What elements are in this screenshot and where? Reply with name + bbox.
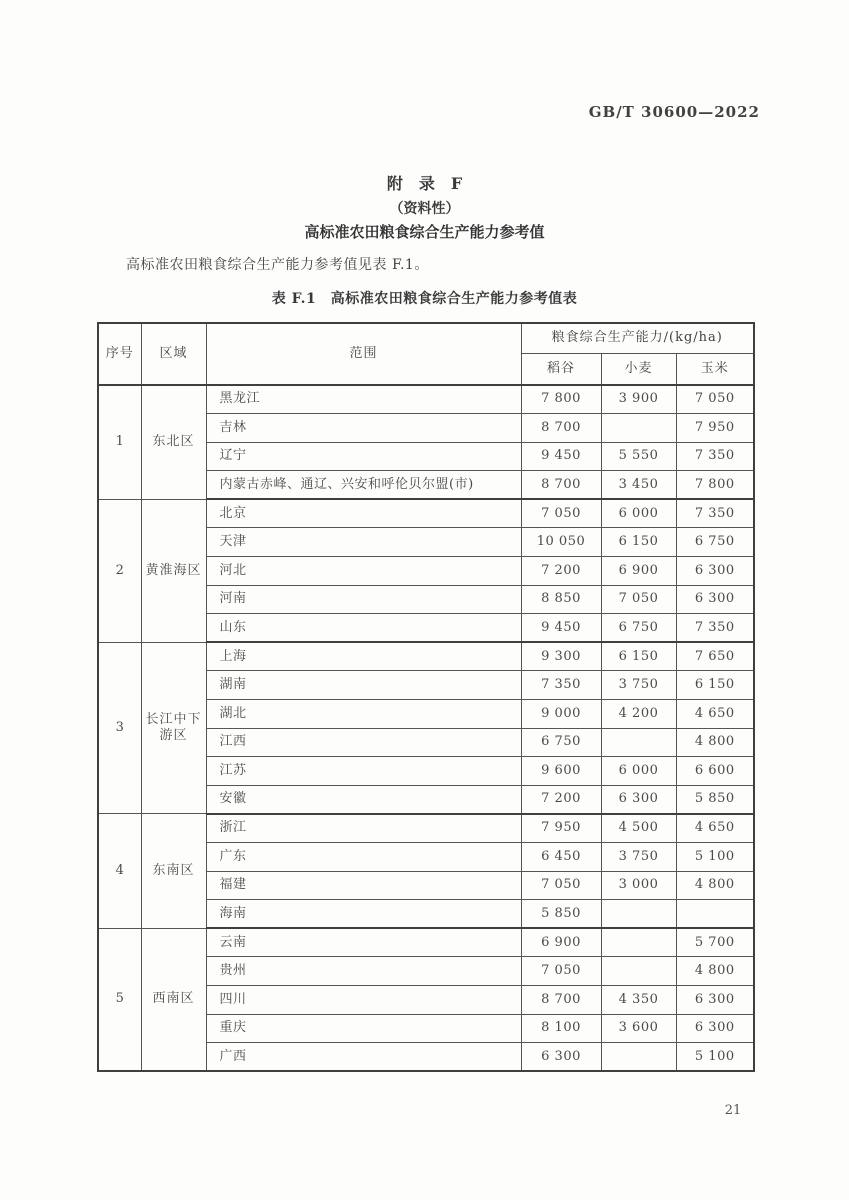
table-row [98, 499, 754, 528]
scope-cell: 河南 [206, 585, 521, 614]
corn-value-cell: 7 650 [676, 642, 754, 671]
wheat-value-cell: 6 150 [601, 642, 676, 671]
table-header [98, 323, 754, 385]
wheat-value-cell: 6 000 [601, 499, 676, 528]
corn-value-cell: 6 150 [676, 671, 754, 700]
wheat-value-cell: 3 900 [601, 385, 676, 414]
corn-value-cell: 6 750 [676, 528, 754, 557]
scope-cell: 天津 [206, 528, 521, 557]
appendix-type-label: （资料性） [389, 201, 460, 217]
rice-value-cell: 7 050 [521, 499, 601, 528]
corn-value-cell: 4 800 [676, 957, 754, 986]
col-header-scope: 范围 [206, 323, 521, 385]
corn-value-cell: 4 800 [676, 871, 754, 900]
corn-value-cell: 5 700 [676, 928, 754, 957]
section-index: 4 [98, 814, 141, 928]
wheat-value-cell [601, 928, 676, 957]
corn-value-cell: 5 850 [676, 785, 754, 814]
col-header-index: 序号 [98, 323, 141, 385]
scope-cell: 黑龙江 [206, 385, 521, 414]
wheat-value-cell [601, 1043, 676, 1072]
table-body [98, 385, 754, 1071]
corn-value-cell: 7 350 [676, 442, 754, 471]
rice-value-cell: 7 200 [521, 557, 601, 586]
wheat-value-cell: 3 600 [601, 1014, 676, 1043]
rice-value-cell: 9 000 [521, 700, 601, 729]
corn-value-cell [676, 900, 754, 929]
rice-value-cell: 7 050 [521, 871, 601, 900]
rice-value-cell: 8 100 [521, 1014, 601, 1043]
rice-value-cell: 8 700 [521, 985, 601, 1014]
col-header-rice: 稻谷 [521, 353, 601, 385]
wheat-value-cell: 3 750 [601, 843, 676, 872]
corn-value-cell: 7 950 [676, 414, 754, 443]
corn-value-cell: 7 800 [676, 471, 754, 500]
section-index: 3 [98, 642, 141, 814]
rice-value-cell: 8 850 [521, 585, 601, 614]
corn-value-cell: 4 650 [676, 700, 754, 729]
wheat-value-cell: 6 000 [601, 757, 676, 786]
rice-value-cell: 9 300 [521, 642, 601, 671]
corn-value-cell: 4 650 [676, 814, 754, 843]
scope-cell: 上海 [206, 642, 521, 671]
rice-value-cell: 7 800 [521, 385, 601, 414]
wheat-value-cell: 4 350 [601, 985, 676, 1014]
corn-value-cell: 7 350 [676, 614, 754, 643]
scope-cell: 吉林 [206, 414, 521, 443]
col-header-wheat: 小麦 [601, 353, 676, 385]
section-index: 5 [98, 928, 141, 1071]
table-caption: 表 F.1 高标准农田粮食综合生产能力参考值表 [271, 291, 578, 307]
wheat-value-cell: 4 500 [601, 814, 676, 843]
scope-cell: 福建 [206, 871, 521, 900]
scope-cell: 山东 [206, 614, 521, 643]
corn-value-cell: 5 100 [676, 1043, 754, 1072]
scope-cell: 江西 [206, 728, 521, 757]
table-row [98, 385, 754, 414]
rice-value-cell: 6 750 [521, 728, 601, 757]
rice-value-cell: 6 450 [521, 843, 601, 872]
table-header-row [98, 323, 754, 353]
corn-value-cell: 6 300 [676, 585, 754, 614]
scope-cell: 辽宁 [206, 442, 521, 471]
section-index: 2 [98, 499, 141, 642]
wheat-value-cell: 3 000 [601, 871, 676, 900]
scope-cell: 湖北 [206, 700, 521, 729]
appendix-subject-title: 高标准农田粮食综合生产能力参考值 [304, 223, 545, 241]
table-row [98, 642, 754, 671]
appendix-title: 附 录 F [386, 174, 463, 193]
scope-cell: 内蒙古赤峰、通辽、兴安和呼伦贝尔盟(市) [206, 471, 521, 500]
intro-paragraph: 高标准农田粮食综合生产能力参考值见表 F.1。 [126, 257, 429, 273]
corn-value-cell: 6 300 [676, 1014, 754, 1043]
rice-value-cell: 9 450 [521, 614, 601, 643]
wheat-value-cell: 6 150 [601, 528, 676, 557]
col-header-corn: 玉米 [676, 353, 754, 385]
wheat-value-cell [601, 957, 676, 986]
rice-value-cell: 8 700 [521, 471, 601, 500]
rice-value-cell: 10 050 [521, 528, 601, 557]
rice-value-cell: 9 600 [521, 757, 601, 786]
corn-value-cell: 4 800 [676, 728, 754, 757]
wheat-value-cell: 3 450 [601, 471, 676, 500]
rice-value-cell: 5 850 [521, 900, 601, 929]
corn-value-cell: 6 300 [676, 985, 754, 1014]
scope-cell: 重庆 [206, 1014, 521, 1043]
scope-cell: 广东 [206, 843, 521, 872]
corn-value-cell: 5 100 [676, 843, 754, 872]
scope-cell: 江苏 [206, 757, 521, 786]
wheat-value-cell [601, 414, 676, 443]
wheat-value-cell: 7 050 [601, 585, 676, 614]
wheat-value-cell: 4 200 [601, 700, 676, 729]
rice-value-cell: 6 900 [521, 928, 601, 957]
scope-cell: 云南 [206, 928, 521, 957]
scope-cell: 河北 [206, 557, 521, 586]
rice-value-cell: 6 300 [521, 1043, 601, 1072]
standard-number: GB/T 30600—2022 [588, 103, 760, 121]
rice-value-cell: 7 050 [521, 957, 601, 986]
wheat-value-cell: 3 750 [601, 671, 676, 700]
scope-cell: 贵州 [206, 957, 521, 986]
corn-value-cell: 7 350 [676, 499, 754, 528]
wheat-value-cell: 6 900 [601, 557, 676, 586]
section-region: 东北区 [141, 385, 206, 499]
rice-value-cell: 7 350 [521, 671, 601, 700]
scope-cell: 广西 [206, 1043, 521, 1072]
capacity-reference-table [97, 322, 755, 1072]
section-region: 黄淮海区 [141, 499, 206, 642]
scope-cell: 湖南 [206, 671, 521, 700]
rice-value-cell: 9 450 [521, 442, 601, 471]
corn-value-cell: 6 600 [676, 757, 754, 786]
corn-value-cell: 6 300 [676, 557, 754, 586]
section-region: 长江中下游区 [141, 642, 206, 814]
scope-cell: 海南 [206, 900, 521, 929]
rice-value-cell: 7 950 [521, 814, 601, 843]
wheat-value-cell: 5 550 [601, 442, 676, 471]
section-index: 1 [98, 385, 141, 499]
scope-cell: 安徽 [206, 785, 521, 814]
section-region: 东南区 [141, 814, 206, 928]
col-header-region: 区域 [141, 323, 206, 385]
scope-cell: 四川 [206, 985, 521, 1014]
scope-cell: 北京 [206, 499, 521, 528]
wheat-value-cell: 6 750 [601, 614, 676, 643]
wheat-value-cell [601, 728, 676, 757]
corn-value-cell: 7 050 [676, 385, 754, 414]
rice-value-cell: 7 200 [521, 785, 601, 814]
col-header-capacity-group: 粮食综合生产能力/(kg/ha) [521, 323, 754, 353]
wheat-value-cell: 6 300 [601, 785, 676, 814]
wheat-value-cell [601, 900, 676, 929]
rice-value-cell: 8 700 [521, 414, 601, 443]
scope-cell: 浙江 [206, 814, 521, 843]
table-row [98, 814, 754, 843]
section-region: 西南区 [141, 928, 206, 1071]
page-number: 21 [724, 1103, 742, 1118]
table-row [98, 928, 754, 957]
